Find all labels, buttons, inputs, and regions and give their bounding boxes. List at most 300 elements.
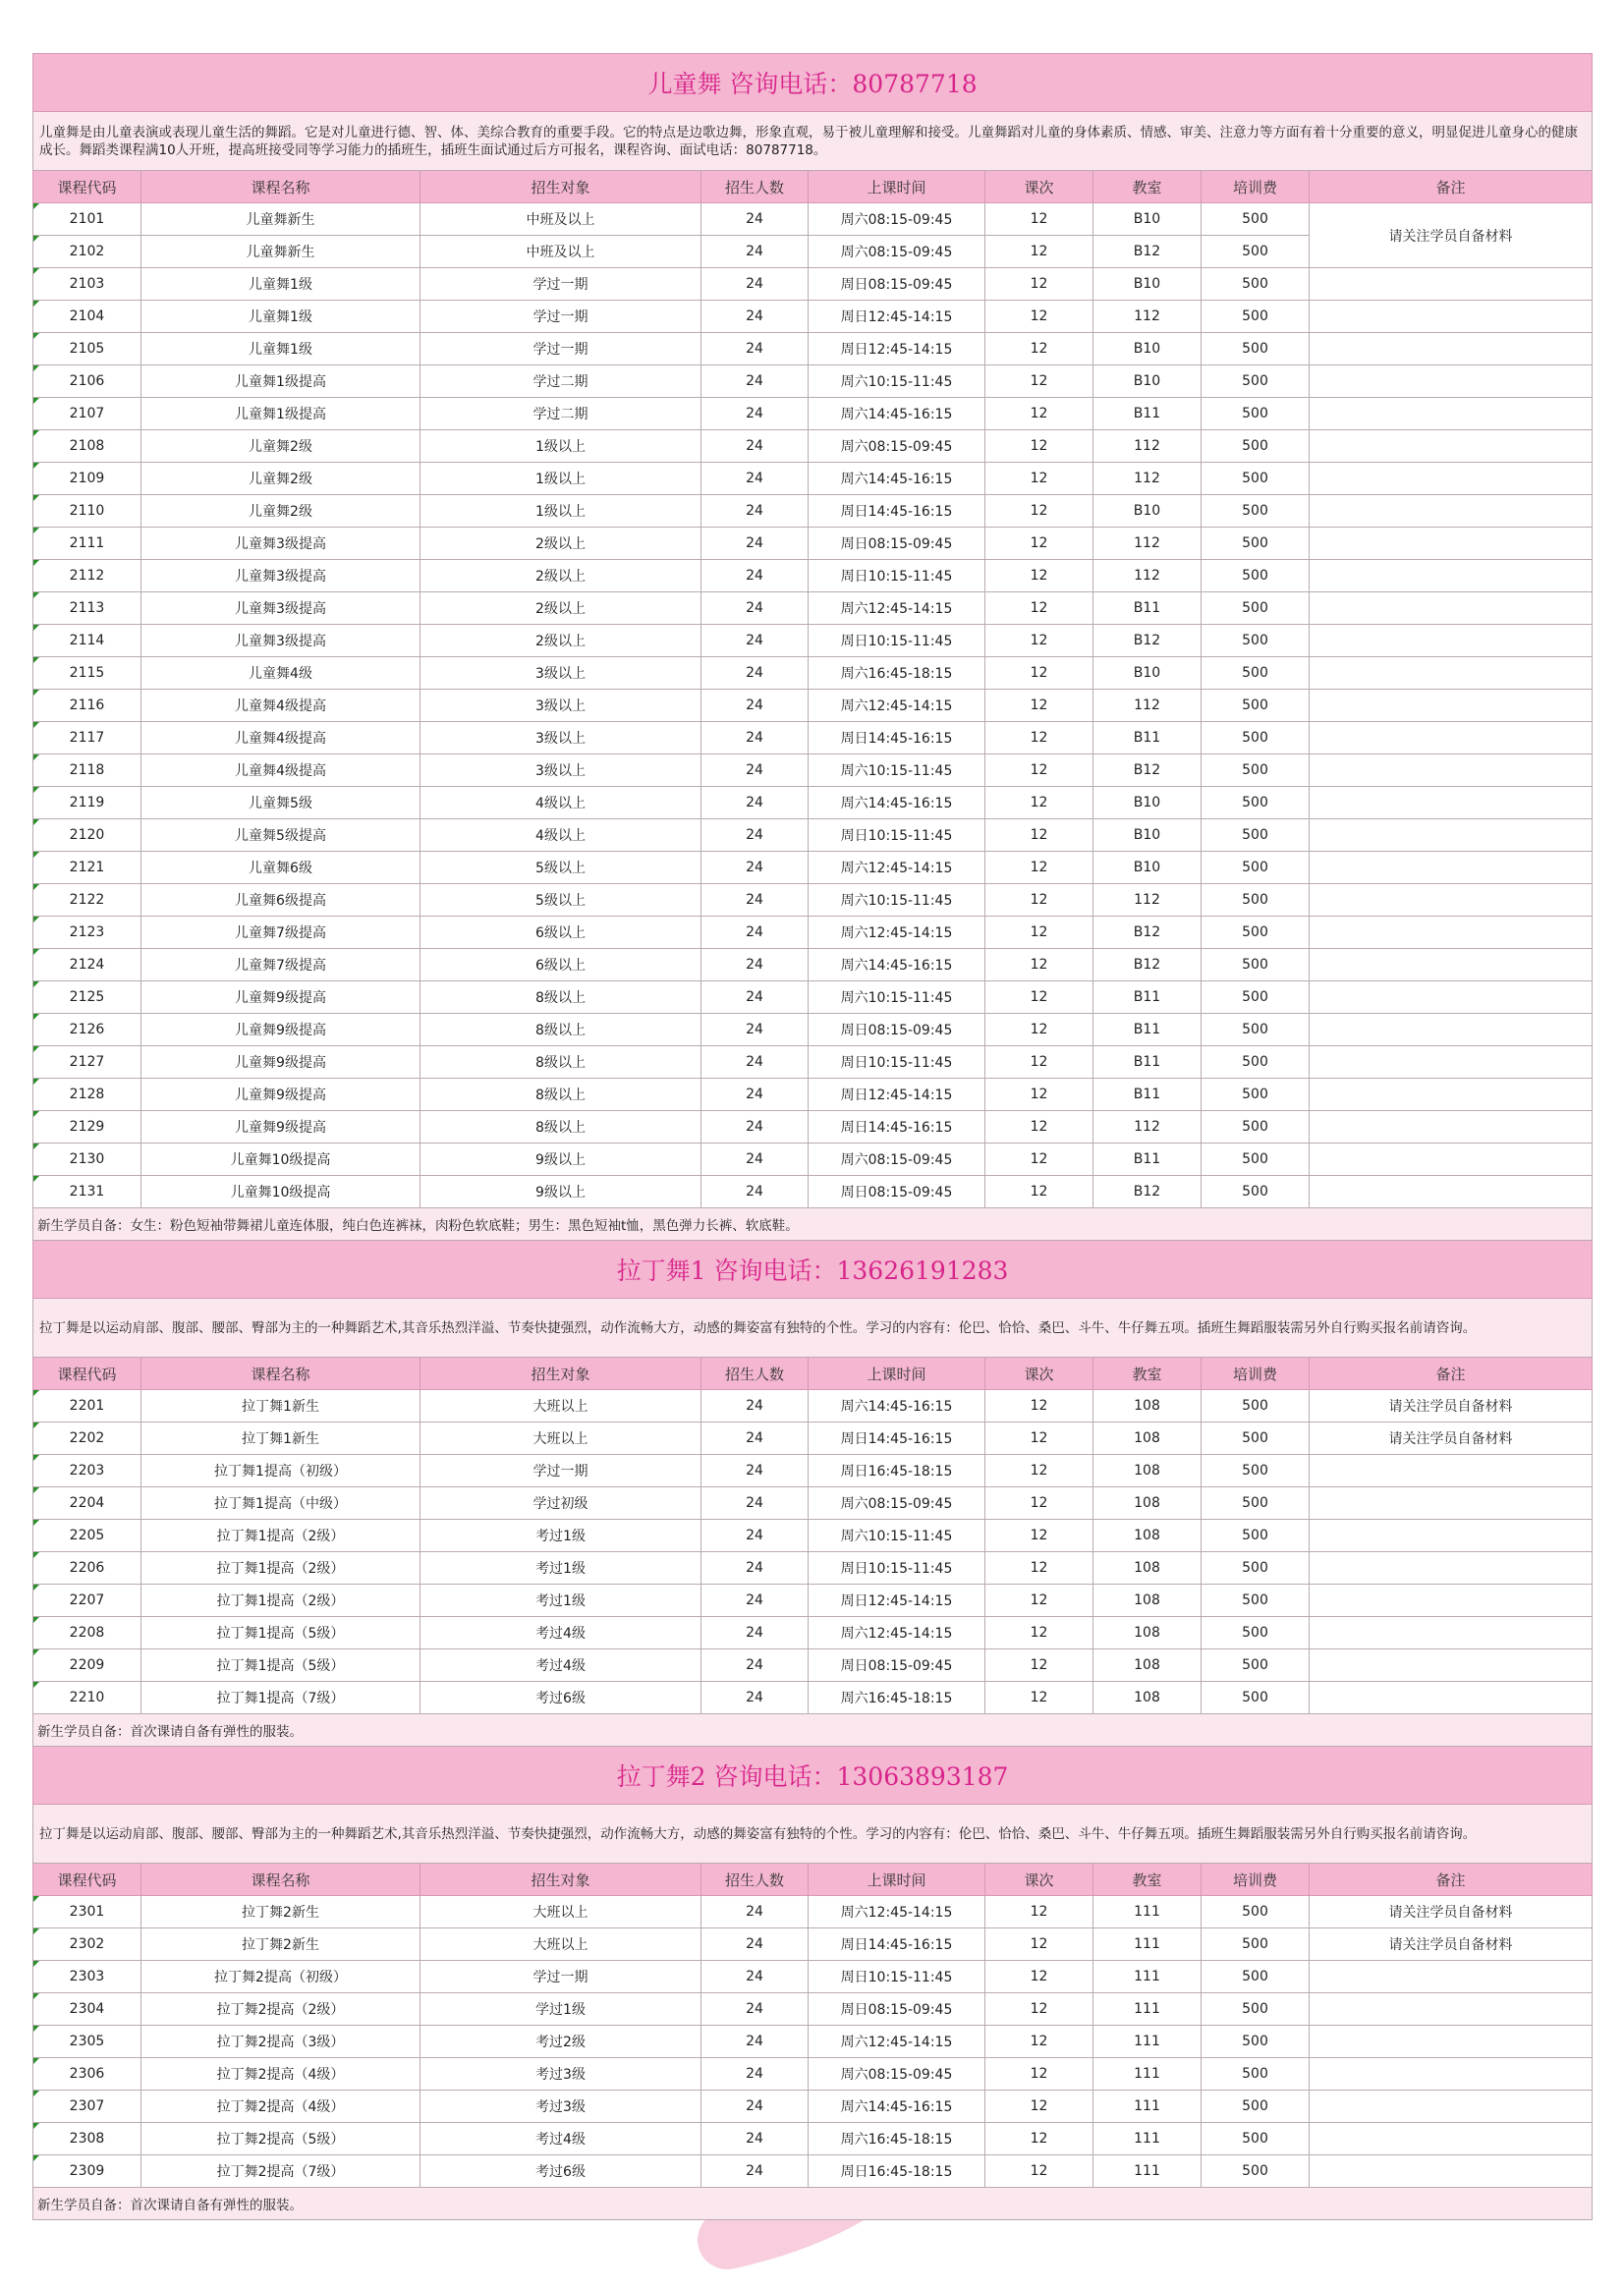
- cell-fee: 500: [1202, 1111, 1310, 1144]
- section-note-row: [33, 1208, 1593, 1241]
- cell-remark: [1310, 2091, 1593, 2123]
- cell-target: 学过二期: [420, 398, 701, 430]
- cell-room: 108: [1093, 1552, 1202, 1585]
- cell-remark: [1310, 2123, 1593, 2155]
- cell-room: B10: [1093, 333, 1202, 365]
- section-note: 新生学员自备：首次课请自备有弹性的服装。: [33, 1714, 1593, 1747]
- cell-quota: 24: [701, 787, 809, 819]
- cell-target: 8级以上: [420, 981, 701, 1014]
- cell-name: 儿童舞9级提高: [141, 1111, 420, 1144]
- cell-fee: 500: [1202, 203, 1310, 236]
- cell-target: 8级以上: [420, 1046, 701, 1079]
- cell-room: 112: [1093, 884, 1202, 917]
- cell-room: 111: [1093, 2155, 1202, 2188]
- remark-cell: [1310, 333, 1593, 365]
- cell-code: 2118: [33, 754, 141, 787]
- cell-code: 2209: [33, 1649, 141, 1682]
- cell-name: 儿童舞新生: [141, 203, 420, 236]
- cell-time: 周六08:15-09:45: [809, 236, 985, 268]
- cell-fee: 500: [1202, 722, 1310, 754]
- column-header-remark: 备注: [1310, 171, 1593, 203]
- cell-sessions: 12: [985, 495, 1093, 528]
- table-row: [33, 463, 1593, 495]
- cell-quota: 24: [701, 268, 809, 301]
- remark-cell: [1310, 430, 1593, 463]
- remark-cell: [1310, 1144, 1593, 1176]
- cell-code: 2107: [33, 398, 141, 430]
- cell-sessions: 12: [985, 2123, 1093, 2155]
- column-header-code: 课程代码: [33, 171, 141, 203]
- cell-room: 112: [1093, 528, 1202, 560]
- cell-target: 中班及以上: [420, 203, 701, 236]
- table-row: [33, 722, 1593, 754]
- cell-fee: 500: [1202, 268, 1310, 301]
- section-note: 新生学员自备：女生：粉色短袖带舞裙儿童连体服，纯白色连裤袜，肉粉色软底鞋；男生：黑色短袖t恤，黑色弹力长裤、软底鞋。: [33, 1208, 1593, 1241]
- cell-fee: 500: [1202, 236, 1310, 268]
- cell-target: 考过1级: [420, 1520, 701, 1552]
- cell-code: 2128: [33, 1079, 141, 1111]
- cell-quota: 24: [701, 1649, 809, 1682]
- cell-sessions: 12: [985, 1079, 1093, 1111]
- cell-time: 周六10:15-11:45: [809, 365, 985, 398]
- cell-name: 拉丁舞2提高（2级）: [141, 1993, 420, 2026]
- cell-sessions: 12: [985, 754, 1093, 787]
- cell-name: 儿童舞10级提高: [141, 1144, 420, 1176]
- cell-target: 3级以上: [420, 754, 701, 787]
- cell-fee: 500: [1202, 2058, 1310, 2091]
- cell-name: 拉丁舞1提高（2级）: [141, 1552, 420, 1585]
- cell-code: 2204: [33, 1487, 141, 1520]
- remark-cell: [1310, 754, 1593, 787]
- remark-cell: [1310, 398, 1593, 430]
- cell-remark: 请关注学员自备材料: [1310, 1928, 1593, 1961]
- cell-time: 周日10:15-11:45: [809, 560, 985, 592]
- cell-time: 周日12:45-14:15: [809, 1585, 985, 1617]
- cell-sessions: 12: [985, 365, 1093, 398]
- cell-quota: 24: [701, 1423, 809, 1455]
- table-row: [33, 1617, 1593, 1649]
- cell-fee: 500: [1202, 1144, 1310, 1176]
- cell-remark: [1310, 1649, 1593, 1682]
- cell-target: 1级以上: [420, 495, 701, 528]
- cell-name: 儿童舞1级提高: [141, 365, 420, 398]
- cell-target: 1级以上: [420, 463, 701, 495]
- cell-fee: 500: [1202, 2123, 1310, 2155]
- section-title: 儿童舞 咨询电话：80787718: [33, 54, 1593, 112]
- column-header-target: 招生对象: [420, 1864, 701, 1896]
- cell-room: 111: [1093, 2091, 1202, 2123]
- cell-sessions: 12: [985, 2091, 1093, 2123]
- cell-quota: 24: [701, 949, 809, 981]
- cell-sessions: 12: [985, 1423, 1093, 1455]
- cell-time: 周六08:15-09:45: [809, 1144, 985, 1176]
- cell-target: 考过2级: [420, 2026, 701, 2058]
- cell-room: B11: [1093, 592, 1202, 625]
- remark-cell: [1310, 1079, 1593, 1111]
- cell-time: 周日16:45-18:15: [809, 1455, 985, 1487]
- cell-target: 2级以上: [420, 560, 701, 592]
- table-row: [33, 981, 1593, 1014]
- table-row: [33, 560, 1593, 592]
- table-row: [33, 2123, 1593, 2155]
- column-header-sessions: 课次: [985, 1864, 1093, 1896]
- table-row: [33, 852, 1593, 884]
- cell-quota: 24: [701, 1014, 809, 1046]
- cell-name: 拉丁舞1提高（5级）: [141, 1649, 420, 1682]
- remark-cell: [1310, 981, 1593, 1014]
- cell-time: 周日12:45-14:15: [809, 333, 985, 365]
- cell-time: 周六14:45-16:15: [809, 2091, 985, 2123]
- cell-sessions: 12: [985, 430, 1093, 463]
- cell-fee: 500: [1202, 463, 1310, 495]
- cell-time: 周六08:15-09:45: [809, 1487, 985, 1520]
- cell-sessions: 12: [985, 236, 1093, 268]
- cell-quota: 24: [701, 917, 809, 949]
- table-row: [33, 754, 1593, 787]
- table-row: [33, 1111, 1593, 1144]
- cell-sessions: 12: [985, 1928, 1093, 1961]
- table-row: [33, 787, 1593, 819]
- cell-target: 考过6级: [420, 2155, 701, 2188]
- cell-sessions: 12: [985, 1455, 1093, 1487]
- cell-fee: 500: [1202, 1617, 1310, 1649]
- cell-quota: 24: [701, 722, 809, 754]
- cell-quota: 24: [701, 365, 809, 398]
- cell-quota: 24: [701, 203, 809, 236]
- cell-fee: 500: [1202, 1455, 1310, 1487]
- cell-fee: 500: [1202, 1046, 1310, 1079]
- table-row: [33, 333, 1593, 365]
- cell-code: 2126: [33, 1014, 141, 1046]
- cell-quota: 24: [701, 625, 809, 657]
- cell-sessions: 12: [985, 1682, 1093, 1714]
- cell-sessions: 12: [985, 333, 1093, 365]
- cell-target: 1级以上: [420, 430, 701, 463]
- cell-target: 3级以上: [420, 657, 701, 690]
- cell-name: 儿童舞4级: [141, 657, 420, 690]
- cell-time: 周日08:15-09:45: [809, 1993, 985, 2026]
- cell-fee: 500: [1202, 301, 1310, 333]
- cell-room: B10: [1093, 495, 1202, 528]
- cell-room: B12: [1093, 1176, 1202, 1208]
- cell-sessions: 12: [985, 528, 1093, 560]
- cell-time: 周六08:15-09:45: [809, 2058, 985, 2091]
- cell-fee: 500: [1202, 1176, 1310, 1208]
- cell-room: 112: [1093, 690, 1202, 722]
- cell-name: 儿童舞1级提高: [141, 398, 420, 430]
- remark-cell: [1310, 268, 1593, 301]
- cell-fee: 500: [1202, 787, 1310, 819]
- cell-code: 2101: [33, 203, 141, 236]
- cell-fee: 500: [1202, 1896, 1310, 1928]
- table-row: [33, 2091, 1593, 2123]
- cell-quota: 24: [701, 1993, 809, 2026]
- table-row: [33, 625, 1593, 657]
- table-row: [33, 203, 1593, 236]
- cell-room: 112: [1093, 463, 1202, 495]
- remark-cell: [1310, 1046, 1593, 1079]
- cell-fee: 500: [1202, 1993, 1310, 2026]
- cell-sessions: 12: [985, 787, 1093, 819]
- cell-sessions: 12: [985, 2058, 1093, 2091]
- cell-quota: 24: [701, 1520, 809, 1552]
- cell-name: 儿童舞7级提高: [141, 949, 420, 981]
- column-header-name: 课程名称: [141, 1864, 420, 1896]
- cell-room: B10: [1093, 365, 1202, 398]
- cell-code: 2124: [33, 949, 141, 981]
- cell-code: 2301: [33, 1896, 141, 1928]
- cell-code: 2112: [33, 560, 141, 592]
- cell-sessions: 12: [985, 981, 1093, 1014]
- cell-time: 周日08:15-09:45: [809, 268, 985, 301]
- cell-room: B11: [1093, 981, 1202, 1014]
- cell-quota: 24: [701, 2091, 809, 2123]
- cell-time: 周六08:15-09:45: [809, 430, 985, 463]
- cell-remark: [1310, 2058, 1593, 2091]
- cell-quota: 24: [701, 2058, 809, 2091]
- cell-room: B12: [1093, 754, 1202, 787]
- cell-sessions: 12: [985, 1896, 1093, 1928]
- cell-target: 2级以上: [420, 625, 701, 657]
- cell-time: 周六12:45-14:15: [809, 2026, 985, 2058]
- cell-time: 周日12:45-14:15: [809, 1079, 985, 1111]
- column-header-fee: 培训费: [1202, 1864, 1310, 1896]
- cell-code: 2303: [33, 1961, 141, 1993]
- remark-cell: [1310, 690, 1593, 722]
- cell-name: 儿童舞9级提高: [141, 1014, 420, 1046]
- cell-target: 大班以上: [420, 1928, 701, 1961]
- cell-name: 儿童舞7级提高: [141, 917, 420, 949]
- table-row: [33, 1993, 1593, 2026]
- cell-fee: 500: [1202, 1649, 1310, 1682]
- cell-quota: 24: [701, 1585, 809, 1617]
- cell-time: 周六16:45-18:15: [809, 1682, 985, 1714]
- cell-code: 2304: [33, 1993, 141, 2026]
- cell-time: 周六10:15-11:45: [809, 981, 985, 1014]
- cell-target: 学过一期: [420, 1961, 701, 1993]
- cell-target: 考过6级: [420, 1682, 701, 1714]
- cell-remark: [1310, 1682, 1593, 1714]
- table-row: [33, 528, 1593, 560]
- cell-code: 2116: [33, 690, 141, 722]
- cell-fee: 500: [1202, 1928, 1310, 1961]
- cell-sessions: 12: [985, 852, 1093, 884]
- cell-quota: 24: [701, 398, 809, 430]
- remark-cell: [1310, 301, 1593, 333]
- table-row: [33, 657, 1593, 690]
- table-row: [33, 301, 1593, 333]
- column-header-quota: 招生人数: [701, 1358, 809, 1390]
- cell-sessions: 12: [985, 722, 1093, 754]
- cell-target: 大班以上: [420, 1896, 701, 1928]
- cell-name: 拉丁舞1提高（2级）: [141, 1520, 420, 1552]
- cell-target: 3级以上: [420, 722, 701, 754]
- cell-fee: 500: [1202, 333, 1310, 365]
- cell-quota: 24: [701, 1552, 809, 1585]
- cell-remark: [1310, 1552, 1593, 1585]
- section-intro-row: [33, 1805, 1593, 1864]
- cell-code: 2104: [33, 301, 141, 333]
- cell-code: 2302: [33, 1928, 141, 1961]
- cell-name: 儿童舞3级提高: [141, 592, 420, 625]
- cell-time: 周日08:15-09:45: [809, 1176, 985, 1208]
- cell-room: 108: [1093, 1520, 1202, 1552]
- remark-cell: [1310, 495, 1593, 528]
- cell-code: 2130: [33, 1144, 141, 1176]
- cell-fee: 500: [1202, 1552, 1310, 1585]
- remark-cell: [1310, 1014, 1593, 1046]
- cell-room: 108: [1093, 1423, 1202, 1455]
- cell-remark: 请关注学员自备材料: [1310, 1896, 1593, 1928]
- cell-code: 2306: [33, 2058, 141, 2091]
- column-header-sessions: 课次: [985, 1358, 1093, 1390]
- cell-target: 考过3级: [420, 2058, 701, 2091]
- cell-time: 周六10:15-11:45: [809, 754, 985, 787]
- column-header-fee: 培训费: [1202, 171, 1310, 203]
- cell-sessions: 12: [985, 1046, 1093, 1079]
- cell-time: 周日08:15-09:45: [809, 1649, 985, 1682]
- cell-code: 2125: [33, 981, 141, 1014]
- cell-time: 周日08:15-09:45: [809, 1014, 985, 1046]
- column-header-fee: 培训费: [1202, 1358, 1310, 1390]
- cell-quota: 24: [701, 1928, 809, 1961]
- cell-time: 周六12:45-14:15: [809, 917, 985, 949]
- column-header-row: [33, 1864, 1593, 1896]
- cell-name: 拉丁舞1提高（5级）: [141, 1617, 420, 1649]
- cell-quota: 24: [701, 236, 809, 268]
- cell-quota: 24: [701, 592, 809, 625]
- column-header-time: 上课时间: [809, 1864, 985, 1896]
- cell-code: 2120: [33, 819, 141, 852]
- table-row: [33, 1046, 1593, 1079]
- cell-target: 学过初级: [420, 1487, 701, 1520]
- column-header-time: 上课时间: [809, 171, 985, 203]
- cell-name: 拉丁舞2新生: [141, 1896, 420, 1928]
- cell-name: 拉丁舞2提高（初级）: [141, 1961, 420, 1993]
- cell-target: 学过1级: [420, 1993, 701, 2026]
- cell-room: 111: [1093, 1993, 1202, 2026]
- cell-fee: 500: [1202, 917, 1310, 949]
- remark-cell: 请关注学员自备材料: [1310, 203, 1593, 268]
- cell-remark: [1310, 1455, 1593, 1487]
- cell-sessions: 12: [985, 690, 1093, 722]
- cell-target: 学过一期: [420, 333, 701, 365]
- cell-name: 拉丁舞1提高（2级）: [141, 1585, 420, 1617]
- cell-fee: 500: [1202, 1520, 1310, 1552]
- cell-target: 6级以上: [420, 949, 701, 981]
- cell-time: 周六14:45-16:15: [809, 1390, 985, 1423]
- cell-name: 儿童舞4级提高: [141, 722, 420, 754]
- cell-quota: 24: [701, 528, 809, 560]
- cell-quota: 24: [701, 884, 809, 917]
- cell-fee: 500: [1202, 884, 1310, 917]
- cell-quota: 24: [701, 2026, 809, 2058]
- cell-sessions: 12: [985, 1176, 1093, 1208]
- table-row: [33, 592, 1593, 625]
- remark-cell: [1310, 592, 1593, 625]
- cell-room: 108: [1093, 1455, 1202, 1487]
- cell-name: 儿童舞10级提高: [141, 1176, 420, 1208]
- cell-fee: 500: [1202, 528, 1310, 560]
- table-row: [33, 2155, 1593, 2188]
- cell-room: 111: [1093, 2123, 1202, 2155]
- cell-room: B11: [1093, 1046, 1202, 1079]
- cell-fee: 500: [1202, 1961, 1310, 1993]
- table-row: [33, 2026, 1593, 2058]
- cell-code: 2205: [33, 1520, 141, 1552]
- cell-sessions: 12: [985, 884, 1093, 917]
- cell-code: 2123: [33, 917, 141, 949]
- cell-name: 儿童舞5级: [141, 787, 420, 819]
- cell-room: 111: [1093, 2026, 1202, 2058]
- remark-cell: [1310, 463, 1593, 495]
- table-row: [33, 1520, 1593, 1552]
- cell-fee: 500: [1202, 365, 1310, 398]
- table-row: [33, 884, 1593, 917]
- cell-target: 5级以上: [420, 884, 701, 917]
- cell-name: 拉丁舞1提高（中级）: [141, 1487, 420, 1520]
- remark-cell: [1310, 560, 1593, 592]
- column-header-quota: 招生人数: [701, 1864, 809, 1896]
- cell-time: 周六12:45-14:15: [809, 690, 985, 722]
- cell-time: 周日16:45-18:15: [809, 2155, 985, 2188]
- cell-target: 6级以上: [420, 917, 701, 949]
- cell-fee: 500: [1202, 2155, 1310, 2188]
- cell-name: 儿童舞9级提高: [141, 1046, 420, 1079]
- cell-sessions: 12: [985, 2026, 1093, 2058]
- cell-time: 周六10:15-11:45: [809, 884, 985, 917]
- cell-name: 儿童舞6级提高: [141, 884, 420, 917]
- cell-remark: 请关注学员自备材料: [1310, 1423, 1593, 1455]
- cell-fee: 500: [1202, 1390, 1310, 1423]
- column-header-room: 教室: [1093, 1864, 1202, 1896]
- section-title-row: [33, 54, 1593, 112]
- cell-room: 112: [1093, 1111, 1202, 1144]
- cell-target: 4级以上: [420, 819, 701, 852]
- cell-name: 儿童舞2级: [141, 495, 420, 528]
- cell-room: B11: [1093, 722, 1202, 754]
- cell-remark: [1310, 2155, 1593, 2188]
- cell-quota: 24: [701, 657, 809, 690]
- column-header-code: 课程代码: [33, 1864, 141, 1896]
- cell-code: 2109: [33, 463, 141, 495]
- cell-time: 周六14:45-16:15: [809, 463, 985, 495]
- cell-fee: 500: [1202, 949, 1310, 981]
- remark-cell: [1310, 1176, 1593, 1208]
- cell-room: B10: [1093, 203, 1202, 236]
- cell-name: 儿童舞9级提高: [141, 981, 420, 1014]
- cell-quota: 24: [701, 1111, 809, 1144]
- cell-time: 周日08:15-09:45: [809, 528, 985, 560]
- cell-fee: 500: [1202, 819, 1310, 852]
- table-row: [33, 268, 1593, 301]
- remark-cell: [1310, 949, 1593, 981]
- cell-code: 2114: [33, 625, 141, 657]
- column-header-room: 教室: [1093, 171, 1202, 203]
- cell-time: 周六10:15-11:45: [809, 1520, 985, 1552]
- cell-room: 108: [1093, 1682, 1202, 1714]
- table-row: [33, 917, 1593, 949]
- table-row: [33, 398, 1593, 430]
- cell-code: 2122: [33, 884, 141, 917]
- cell-time: 周日14:45-16:15: [809, 1423, 985, 1455]
- table-row: [33, 1896, 1593, 1928]
- cell-name: 拉丁舞2提高（5级）: [141, 2123, 420, 2155]
- table-row: [33, 1585, 1593, 1617]
- cell-fee: 500: [1202, 2026, 1310, 2058]
- cell-sessions: 12: [985, 1961, 1093, 1993]
- cell-name: 儿童舞3级提高: [141, 560, 420, 592]
